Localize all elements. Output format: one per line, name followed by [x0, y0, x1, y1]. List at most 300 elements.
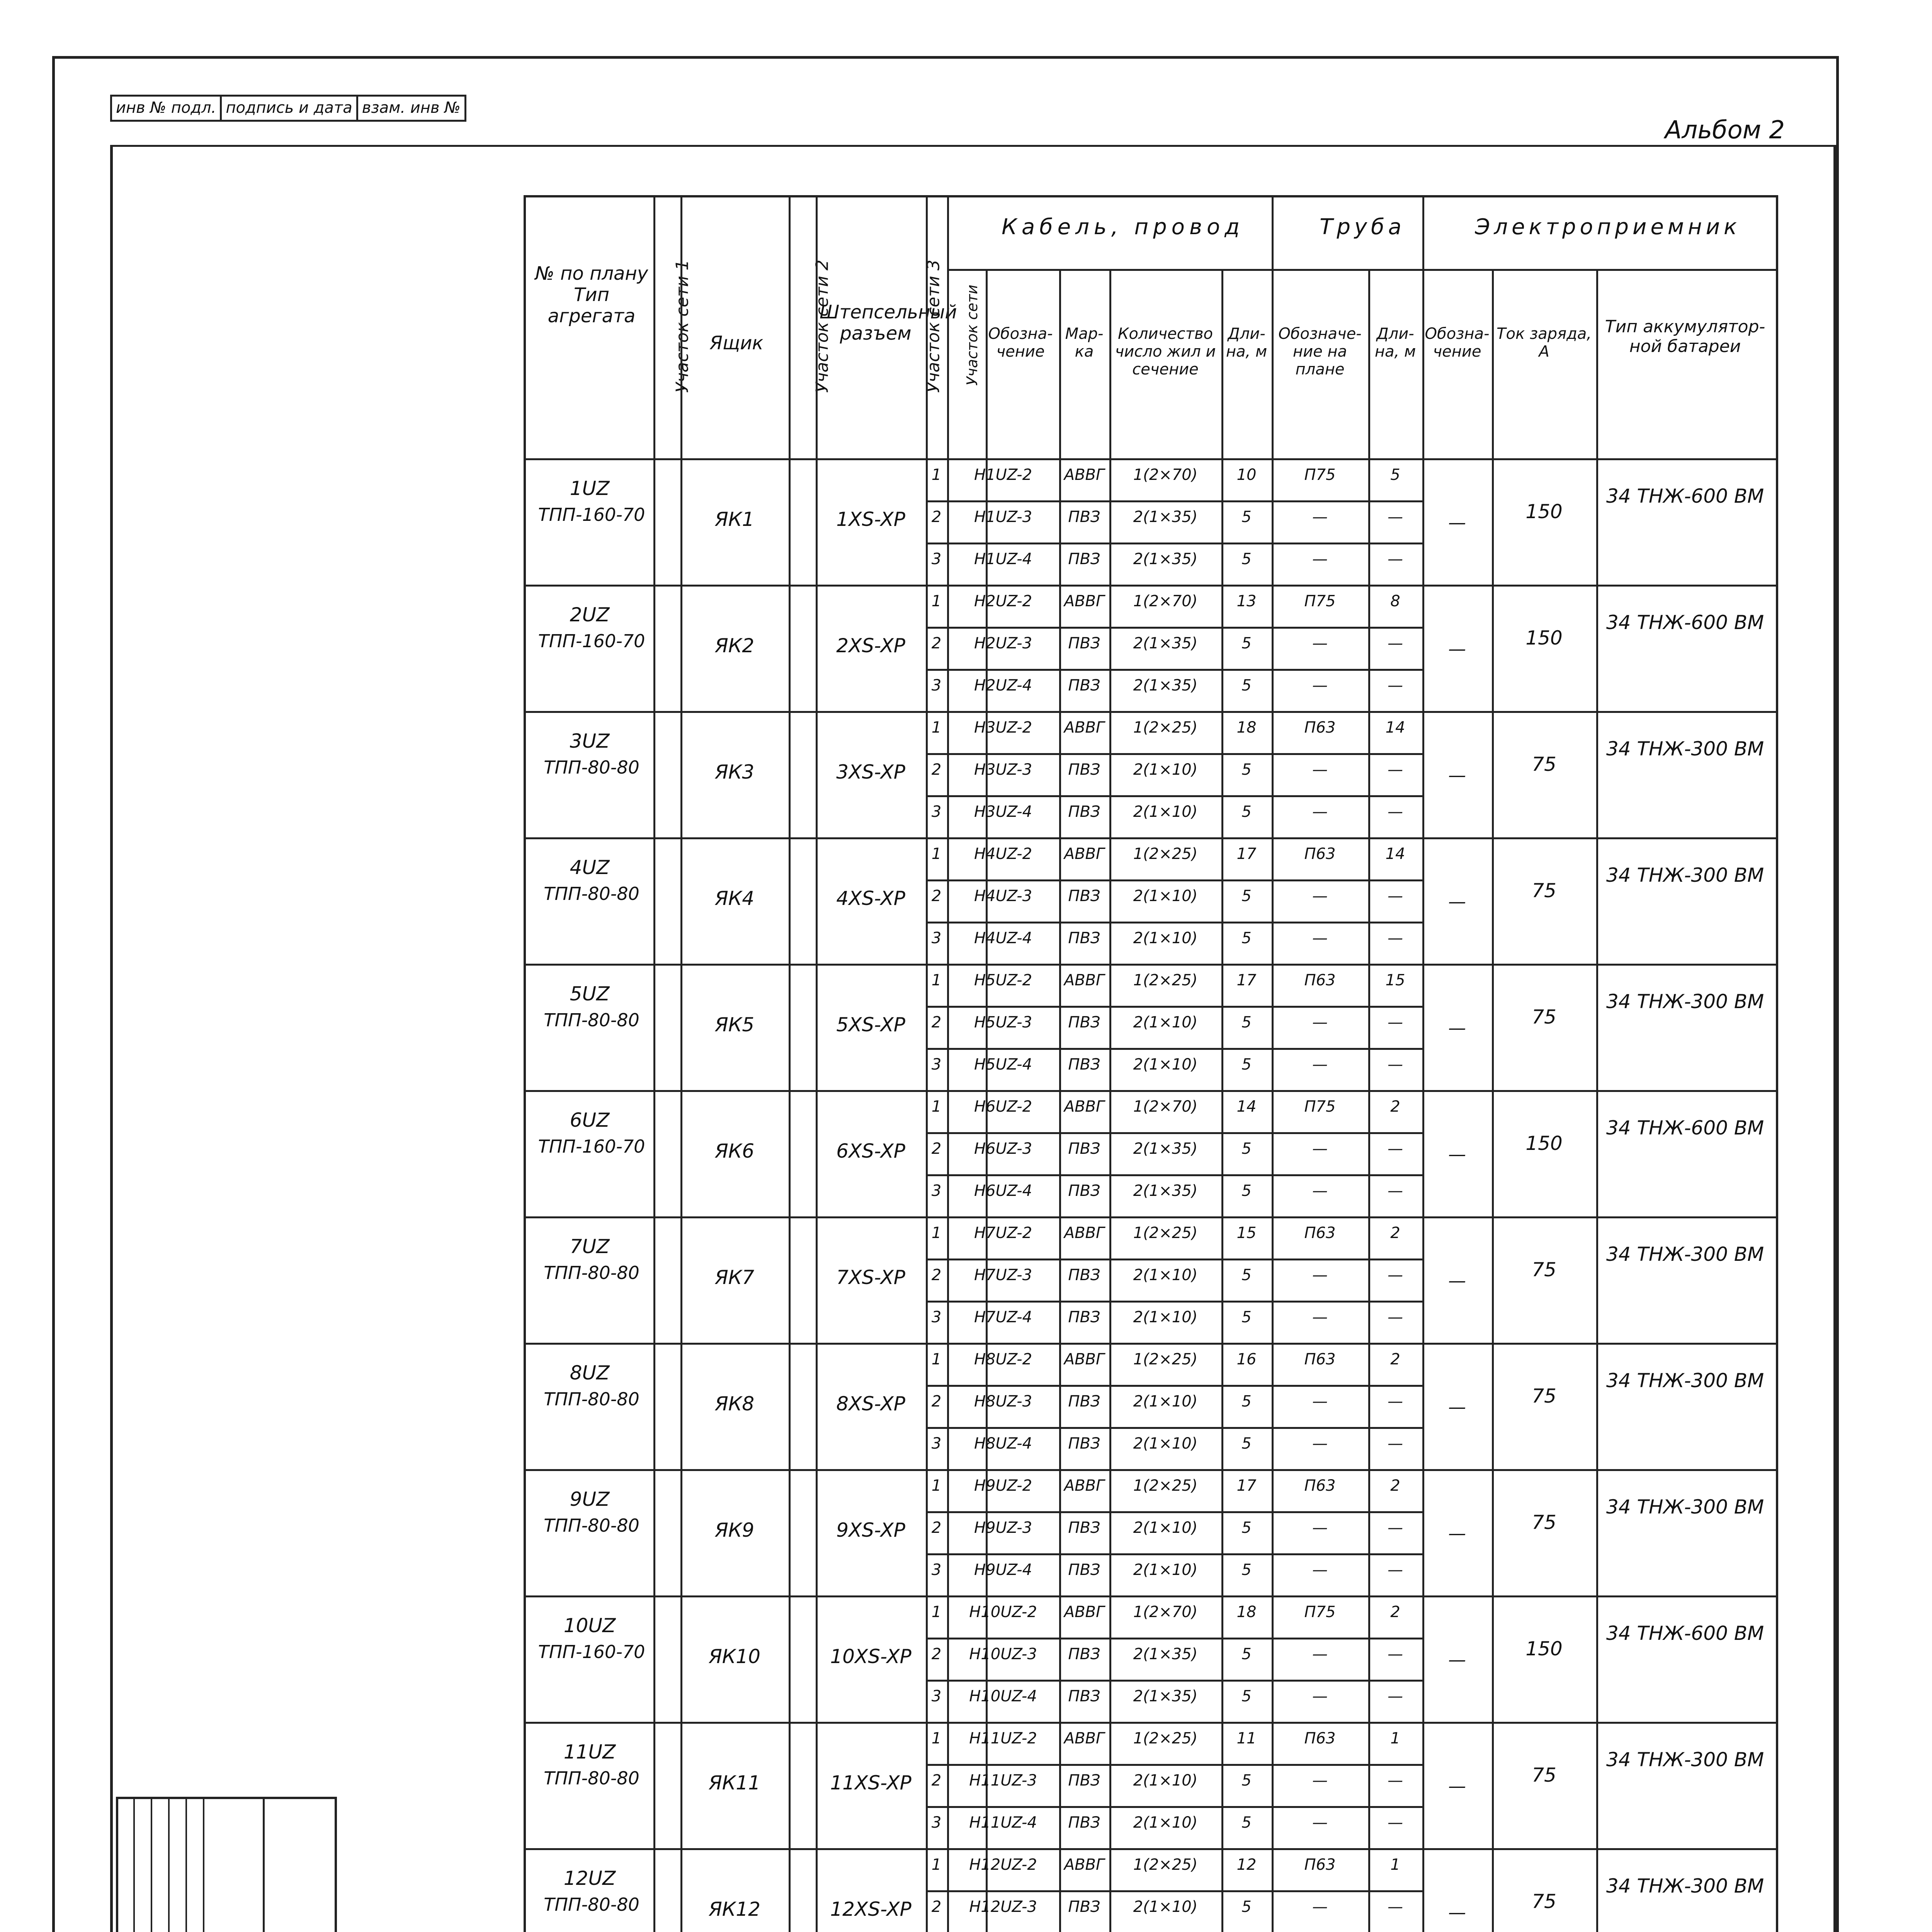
recv-designation: — — [1448, 1270, 1466, 1291]
title-block-frame — [116, 1797, 337, 1932]
recv-designation: — — [1448, 1776, 1466, 1796]
cable-length: 17 — [1236, 971, 1257, 989]
cable-brand: ПВЗ — [1068, 929, 1100, 947]
subrow-separator — [926, 1259, 1422, 1260]
cable-designation: Н9UZ-2 — [974, 1477, 1032, 1495]
charge-current: 150 — [1526, 1132, 1563, 1155]
line-seg: 1 — [931, 1477, 942, 1495]
plug-label: 11XS-XP — [830, 1772, 912, 1794]
pipe-length: — — [1388, 1898, 1403, 1916]
plug-label: 2XS-XP — [836, 634, 905, 657]
stamp-replace: взам. инв № — [362, 99, 461, 117]
pipe-length: — — [1388, 1393, 1403, 1410]
pipe-designation: — — [1312, 1182, 1328, 1200]
hdr-seg1: Участок сети 1 — [672, 259, 692, 393]
group-line — [1422, 197, 1424, 269]
unit-number: 8UZ — [570, 1362, 610, 1384]
cable-brand: АВВГ — [1064, 1098, 1105, 1116]
pipe-designation: — — [1312, 1393, 1328, 1410]
pipe-length: — — [1388, 761, 1403, 779]
pipe-length: — — [1388, 929, 1403, 947]
battery-type: 34 ТНЖ-600 ВМ — [1606, 1117, 1764, 1139]
cable-designation: Н7UZ-2 — [974, 1224, 1032, 1242]
pipe-length: — — [1388, 803, 1403, 821]
cable-count: 2(1×10) — [1133, 1519, 1198, 1537]
plug-label: 5XS-XP — [836, 1014, 905, 1036]
unit-type: ТПП-80-80 — [544, 1515, 639, 1536]
cable-brand: ПВЗ — [1068, 508, 1100, 526]
unit-number: 7UZ — [570, 1235, 610, 1258]
charge-current: 75 — [1532, 1764, 1556, 1786]
cable-length: 5 — [1242, 1561, 1252, 1579]
box-label: ЯК11 — [709, 1772, 760, 1794]
charge-current: 75 — [1532, 1259, 1556, 1281]
cable-count: 2(1×10) — [1133, 1561, 1198, 1579]
cable-brand: АВВГ — [1064, 1224, 1105, 1242]
battery-type: 34 ТНЖ-300 ВМ — [1606, 1369, 1764, 1392]
subrow-separator — [926, 669, 1422, 671]
line-seg: 3 — [931, 1435, 942, 1452]
pipe-designation: П63 — [1304, 1730, 1336, 1747]
hdr-battery: Тип аккумулятор-ной батареи — [1605, 317, 1765, 356]
cable-designation: Н3UZ-2 — [974, 719, 1032, 736]
cable-designation: Н5UZ-2 — [974, 971, 1032, 989]
cable-length: 18 — [1236, 719, 1257, 736]
cable-length: 5 — [1242, 1687, 1252, 1705]
cable-designation: Н1UZ-4 — [974, 550, 1032, 568]
recv-designation: — — [1448, 1144, 1466, 1165]
cable-brand: ПВЗ — [1068, 1056, 1100, 1073]
pipe-designation: — — [1312, 508, 1328, 526]
col-line — [680, 197, 682, 1932]
cable-brand: АВВГ — [1064, 1477, 1105, 1495]
pipe-length: — — [1388, 1056, 1403, 1073]
top-stamp — [110, 95, 466, 122]
unit-number: 3UZ — [570, 730, 610, 752]
cable-count: 2(1×10) — [1133, 1393, 1198, 1410]
unit-number: 1UZ — [570, 477, 610, 500]
cable-designation: Н2UZ-3 — [974, 634, 1032, 652]
cable-length: 5 — [1242, 929, 1252, 947]
cable-length: 5 — [1242, 677, 1252, 694]
recv-designation: — — [1448, 638, 1466, 659]
battery-type: 34 ТНЖ-300 ВМ — [1606, 1748, 1764, 1771]
cable-brand: АВВГ — [1064, 845, 1105, 863]
cable-brand: ПВЗ — [1068, 1182, 1100, 1200]
charge-current: 75 — [1532, 879, 1556, 902]
box-label: ЯК7 — [714, 1266, 755, 1289]
hdr-recv-group: Электроприемник — [1475, 214, 1741, 240]
unit-number: 11UZ — [563, 1741, 616, 1763]
pipe-length: — — [1388, 1814, 1403, 1832]
pipe-length: 5 — [1390, 466, 1400, 484]
pipe-designation: — — [1312, 887, 1328, 905]
cable-brand: АВВГ — [1064, 1856, 1105, 1874]
unit-number: 5UZ — [570, 983, 610, 1005]
recv-designation: — — [1448, 512, 1466, 533]
cable-count: 1(2×25) — [1133, 971, 1198, 989]
subrow-separator — [926, 1301, 1422, 1303]
cable-brand: АВВГ — [1064, 1603, 1105, 1621]
hdr-no: № по плану Тип агрегата — [535, 263, 648, 327]
cable-brand: ПВЗ — [1068, 1140, 1100, 1158]
pipe-designation: — — [1312, 1645, 1328, 1663]
pipe-designation: — — [1312, 1308, 1328, 1326]
box-label: ЯК9 — [714, 1519, 755, 1541]
pipe-designation: — — [1312, 1561, 1328, 1579]
line-seg: 3 — [931, 1308, 942, 1326]
cable-length: 17 — [1236, 845, 1257, 863]
pipe-designation: — — [1312, 1814, 1328, 1832]
line-seg: 2 — [931, 1266, 942, 1284]
pipe-length: 2 — [1390, 1603, 1400, 1621]
pipe-designation: П63 — [1304, 1477, 1336, 1495]
cable-count: 2(1×10) — [1133, 1056, 1198, 1073]
subrow-separator — [926, 1048, 1422, 1050]
cable-length: 5 — [1242, 1898, 1252, 1916]
cable-length: 12 — [1236, 1856, 1257, 1874]
pipe-length: — — [1388, 1308, 1403, 1326]
line-seg: 3 — [931, 1814, 942, 1832]
cable-brand: ПВЗ — [1068, 677, 1100, 694]
cable-length: 5 — [1242, 803, 1252, 821]
pipe-designation: — — [1312, 1772, 1328, 1789]
pipe-designation: — — [1312, 1519, 1328, 1537]
subrow-separator — [926, 1806, 1422, 1808]
album-label: Альбом 2 — [1665, 116, 1785, 145]
cable-count: 2(1×10) — [1133, 1898, 1198, 1916]
unit-type: ТПП-80-80 — [544, 883, 639, 904]
pipe-designation: П63 — [1304, 1856, 1336, 1874]
cable-designation: Н9UZ-3 — [974, 1519, 1032, 1537]
line-seg: 1 — [931, 1098, 942, 1116]
cable-brand: ПВЗ — [1068, 803, 1100, 821]
cable-designation: Н1UZ-3 — [974, 508, 1032, 526]
cable-designation: Н12UZ-2 — [969, 1856, 1037, 1874]
pipe-length: — — [1388, 550, 1403, 568]
cable-designation: Н5UZ-4 — [974, 1056, 1032, 1073]
pipe-length: — — [1388, 1687, 1403, 1705]
cable-length: 5 — [1242, 634, 1252, 652]
cable-length: 5 — [1242, 1182, 1252, 1200]
cable-count: 1(2×25) — [1133, 1350, 1198, 1368]
subrow-separator — [926, 1006, 1422, 1008]
cable-length: 17 — [1236, 1477, 1257, 1495]
subrow-separator — [926, 1764, 1422, 1766]
cable-designation: Н2UZ-2 — [974, 592, 1032, 610]
cable-length: 5 — [1242, 508, 1252, 526]
cable-length: 11 — [1236, 1730, 1257, 1747]
unit-type: ТПП-160-70 — [538, 1641, 645, 1662]
recv-designation: — — [1448, 1396, 1466, 1417]
subrow-separator — [926, 500, 1422, 502]
subrow-separator — [926, 1427, 1422, 1429]
pipe-length: 1 — [1390, 1730, 1400, 1747]
pipe-length: — — [1388, 677, 1403, 694]
box-label: ЯК1 — [714, 508, 755, 531]
recv-designation: — — [1448, 1902, 1466, 1923]
pipe-designation: П75 — [1304, 592, 1336, 610]
pipe-designation: П63 — [1304, 1224, 1336, 1242]
unit-type: ТПП-160-70 — [538, 1136, 645, 1157]
cable-length: 5 — [1242, 1140, 1252, 1158]
cable-count: 1(2×70) — [1133, 1098, 1198, 1116]
line-seg: 3 — [931, 929, 942, 947]
pipe-length: 2 — [1390, 1350, 1400, 1368]
cable-count: 2(1×35) — [1133, 634, 1198, 652]
stamp-inv: инв № подл. — [112, 97, 222, 120]
line-seg: 2 — [931, 1140, 942, 1158]
cable-length: 5 — [1242, 1772, 1252, 1789]
pipe-length: — — [1388, 1014, 1403, 1031]
pipe-length: — — [1388, 1435, 1403, 1452]
inner-frame-right — [1833, 145, 1836, 1932]
row-separator — [526, 964, 1776, 966]
cable-length: 5 — [1242, 1266, 1252, 1284]
pipe-length: — — [1388, 1266, 1403, 1284]
pipe-length: — — [1388, 634, 1403, 652]
hdr-charge: Ток заряда, А — [1497, 325, 1592, 361]
cable-designation: Н1UZ-2 — [974, 466, 1032, 484]
pipe-length: 14 — [1385, 845, 1405, 863]
cable-designation: Н6UZ-3 — [974, 1140, 1032, 1158]
hdr-seg2: Участок сети 2 — [812, 259, 832, 393]
pipe-designation: — — [1312, 761, 1328, 779]
cable-designation: Н3UZ-3 — [974, 761, 1032, 779]
col-line — [653, 197, 655, 1932]
charge-current: 75 — [1532, 753, 1556, 776]
plug-label: 9XS-XP — [836, 1519, 905, 1541]
cable-count: 2(1×10) — [1133, 1014, 1198, 1031]
cable-count: 2(1×35) — [1133, 508, 1198, 526]
plug-label: 4XS-XP — [836, 887, 905, 910]
row-separator — [526, 1722, 1776, 1724]
cable-designation: Н8UZ-2 — [974, 1350, 1032, 1368]
cable-length: 5 — [1242, 1814, 1252, 1832]
unit-type: ТПП-80-80 — [544, 1389, 639, 1410]
battery-type: 34 ТНЖ-300 ВМ — [1606, 1875, 1764, 1897]
pipe-length: 14 — [1385, 719, 1405, 736]
charge-current: 150 — [1526, 1638, 1563, 1660]
pipe-designation: П75 — [1304, 1098, 1336, 1116]
plug-label: 6XS-XP — [836, 1140, 905, 1162]
cable-brand: АВВГ — [1064, 719, 1105, 736]
row-separator — [526, 1469, 1776, 1471]
cable-length: 5 — [1242, 887, 1252, 905]
col-line — [789, 197, 791, 1932]
cable-count: 1(2×25) — [1133, 845, 1198, 863]
pipe-designation: — — [1312, 677, 1328, 694]
cable-brand: ПВЗ — [1068, 1519, 1100, 1537]
cable-length: 5 — [1242, 1308, 1252, 1326]
line-seg: 1 — [931, 466, 942, 484]
pipe-length: 2 — [1390, 1477, 1400, 1495]
box-label: ЯК2 — [714, 634, 755, 657]
battery-type: 34 ТНЖ-300 ВМ — [1606, 1243, 1764, 1265]
line-seg: 1 — [931, 719, 942, 736]
cable-brand: АВВГ — [1064, 592, 1105, 610]
cable-count: 2(1×35) — [1133, 1645, 1198, 1663]
box-label: ЯК12 — [709, 1898, 760, 1920]
unit-type: ТПП-80-80 — [544, 1010, 639, 1031]
pipe-length: — — [1388, 887, 1403, 905]
battery-type: 34 ТНЖ-300 ВМ — [1606, 738, 1764, 760]
charge-current: 75 — [1532, 1511, 1556, 1534]
cable-count: 2(1×35) — [1133, 677, 1198, 694]
pipe-designation: — — [1312, 550, 1328, 568]
header-bottom-line — [526, 458, 1776, 460]
cable-length: 5 — [1242, 1645, 1252, 1663]
cable-length: 14 — [1236, 1098, 1257, 1116]
pipe-length: — — [1388, 508, 1403, 526]
cable-count: 2(1×10) — [1133, 1308, 1198, 1326]
subrow-separator — [926, 922, 1422, 923]
cable-designation: Н2UZ-4 — [974, 677, 1032, 694]
pipe-designation: — — [1312, 929, 1328, 947]
hdr-designation: Обозна-чение — [988, 325, 1053, 361]
line-seg: 2 — [931, 1014, 942, 1031]
subrow-separator — [926, 1638, 1422, 1639]
line-seg: 2 — [931, 761, 942, 779]
cable-designation: Н5UZ-3 — [974, 1014, 1032, 1031]
hdr-cable-group: Кабель, провод — [1002, 214, 1244, 240]
unit-type: ТПП-80-80 — [544, 1894, 639, 1915]
cable-brand: ПВЗ — [1068, 634, 1100, 652]
unit-type: ТПП-80-80 — [544, 757, 639, 778]
row-separator — [526, 1090, 1776, 1092]
unit-number: 2UZ — [570, 604, 610, 626]
subrow-separator — [926, 795, 1422, 797]
cable-count: 1(2×70) — [1133, 1603, 1198, 1621]
cable-designation: Н8UZ-3 — [974, 1393, 1032, 1410]
battery-type: 34 ТНЖ-600 ВМ — [1606, 1622, 1764, 1645]
cable-count: 1(2×70) — [1133, 466, 1198, 484]
plug-label: 7XS-XP — [836, 1266, 905, 1289]
cable-brand: АВВГ — [1064, 1730, 1105, 1747]
cable-count: 2(1×10) — [1133, 1772, 1198, 1789]
subrow-separator — [926, 1132, 1422, 1134]
line-seg: 2 — [931, 1898, 942, 1916]
pipe-length: — — [1388, 1519, 1403, 1537]
line-seg: 3 — [931, 550, 942, 568]
unit-number: 10UZ — [563, 1614, 616, 1637]
subrow-separator — [926, 543, 1422, 544]
cable-count: 1(2×25) — [1133, 1477, 1198, 1495]
cable-brand: ПВЗ — [1068, 1393, 1100, 1410]
cable-designation: Н9UZ-4 — [974, 1561, 1032, 1579]
cable-length: 5 — [1242, 1393, 1252, 1410]
subrow-separator — [926, 627, 1422, 629]
line-seg: 1 — [931, 971, 942, 989]
cable-count: 1(2×25) — [1133, 1730, 1198, 1747]
subrow-separator — [926, 1890, 1422, 1892]
pipe-designation: П63 — [1304, 719, 1336, 736]
line-seg: 2 — [931, 1772, 942, 1789]
cable-designation: Н4UZ-4 — [974, 929, 1032, 947]
pipe-designation: — — [1312, 1435, 1328, 1452]
unit-number: 6UZ — [570, 1109, 610, 1131]
cable-count: 2(1×10) — [1133, 1435, 1198, 1452]
cable-length: 15 — [1236, 1224, 1257, 1242]
cable-designation: Н6UZ-2 — [974, 1098, 1032, 1116]
pipe-length: 1 — [1390, 1856, 1400, 1874]
row-separator — [526, 711, 1776, 713]
cable-count: 2(1×35) — [1133, 1140, 1198, 1158]
hdr-seg-sub: Участок сети — [964, 284, 981, 386]
cable-brand: ПВЗ — [1068, 1772, 1100, 1789]
title-block — [116, 1797, 332, 1932]
cable-brand: ПВЗ — [1068, 1687, 1100, 1705]
battery-type: 34 ТНЖ-300 ВМ — [1606, 864, 1764, 886]
pipe-length: — — [1388, 1140, 1403, 1158]
pipe-length: 8 — [1390, 592, 1400, 610]
group-header-line — [947, 269, 1776, 271]
pipe-designation: П75 — [1304, 1603, 1336, 1621]
battery-type: 34 ТНЖ-600 ВМ — [1606, 485, 1764, 507]
cable-count: 1(2×25) — [1133, 1224, 1198, 1242]
recv-designation: — — [1448, 891, 1466, 912]
charge-current: 150 — [1526, 500, 1563, 523]
cable-count: 2(1×35) — [1133, 550, 1198, 568]
hdr-pipe-length: Дли-на, м — [1374, 325, 1416, 361]
cable-count: 1(2×25) — [1133, 1856, 1198, 1874]
cable-brand: ПВЗ — [1068, 1308, 1100, 1326]
row-separator — [526, 1848, 1776, 1850]
cable-length: 5 — [1242, 1014, 1252, 1031]
battery-type: 34 ТНЖ-300 ВМ — [1606, 1496, 1764, 1518]
cable-brand: ПВЗ — [1068, 550, 1100, 568]
battery-type: 34 ТНЖ-600 ВМ — [1606, 611, 1764, 634]
line-seg: 1 — [931, 1856, 942, 1874]
cable-length: 5 — [1242, 1056, 1252, 1073]
row-separator — [526, 1595, 1776, 1597]
hdr-length: Дли-на, м — [1226, 325, 1267, 361]
box-label: ЯК8 — [714, 1393, 755, 1415]
pipe-length: — — [1388, 1772, 1403, 1789]
pipe-designation: — — [1312, 1687, 1328, 1705]
hdr-brand: Мар-ка — [1065, 325, 1104, 361]
cable-designation: Н8UZ-4 — [974, 1435, 1032, 1452]
cable-designation: Н12UZ-3 — [969, 1898, 1037, 1916]
title-block-line — [185, 1797, 187, 1932]
unit-type: ТПП-80-80 — [544, 1768, 639, 1789]
cable-length: 18 — [1236, 1603, 1257, 1621]
line-seg: 1 — [931, 1224, 942, 1242]
subrow-separator — [926, 1385, 1422, 1387]
col-line — [816, 197, 818, 1932]
line-seg: 2 — [931, 634, 942, 652]
cable-count: 2(1×10) — [1133, 929, 1198, 947]
plug-label: 1XS-XP — [836, 508, 905, 531]
pipe-length: — — [1388, 1561, 1403, 1579]
cable-count: 2(1×10) — [1133, 1266, 1198, 1284]
cable-length: 13 — [1236, 592, 1257, 610]
cable-brand: ПВЗ — [1068, 1014, 1100, 1031]
line-seg: 3 — [931, 803, 942, 821]
cable-designation: Н11UZ-2 — [969, 1730, 1037, 1747]
line-seg: 1 — [931, 1730, 942, 1747]
pipe-designation: П63 — [1304, 1350, 1336, 1368]
charge-current: 75 — [1532, 1385, 1556, 1407]
col-line — [1596, 269, 1598, 1932]
cable-designation: Н10UZ-3 — [969, 1645, 1037, 1663]
cable-count: 2(1×10) — [1133, 887, 1198, 905]
cable-length: 10 — [1236, 466, 1257, 484]
title-block-line — [151, 1797, 152, 1932]
box-label: ЯК10 — [709, 1645, 760, 1668]
cable-count: 2(1×35) — [1133, 1182, 1198, 1200]
title-block-line — [133, 1797, 135, 1932]
